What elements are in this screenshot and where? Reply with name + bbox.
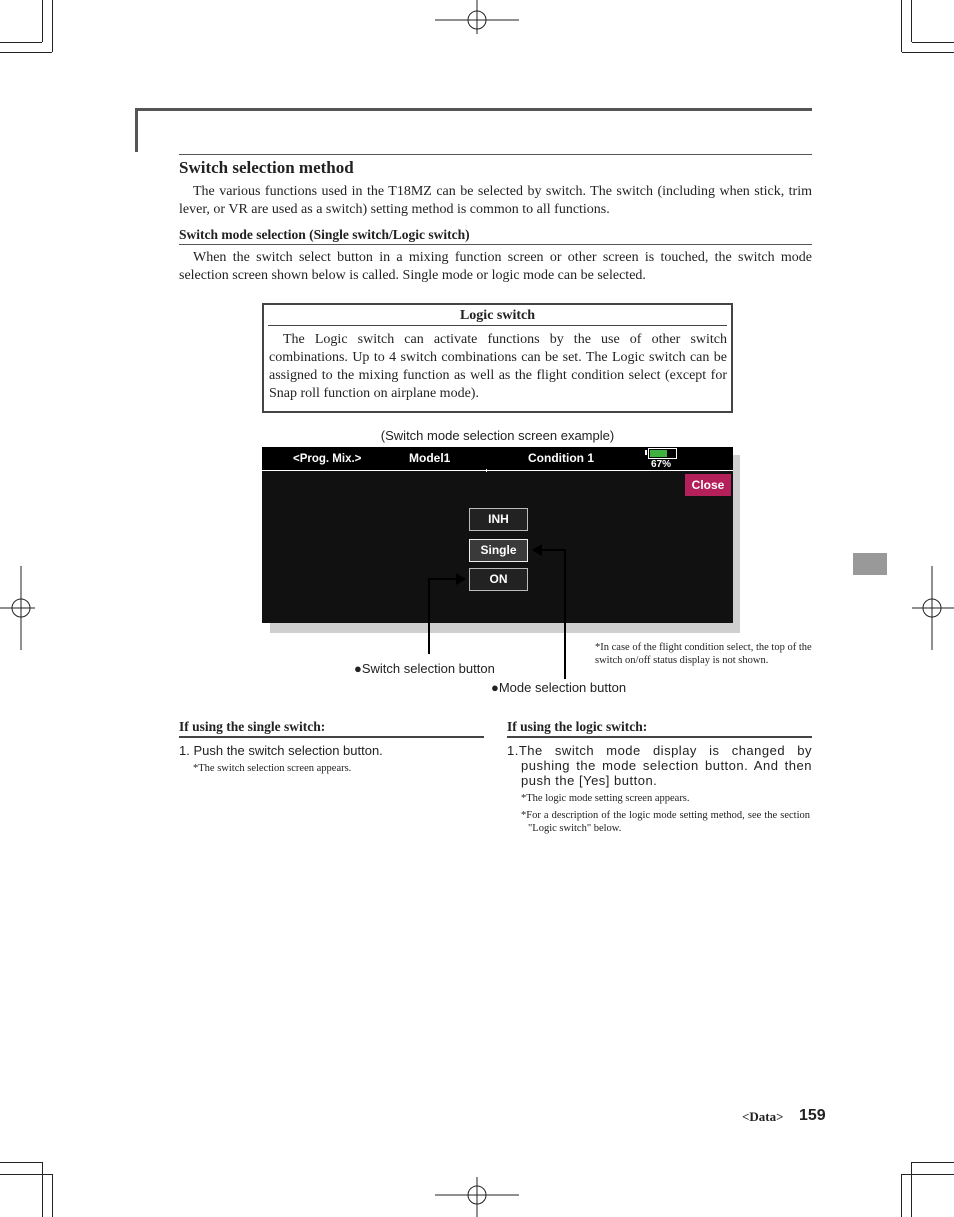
logic-switch-step: 1.The switch mode display is changed by pushing the mode selection button. And then push the [Yes] button. bbox=[507, 743, 812, 788]
model-name: Model1 bbox=[409, 451, 451, 465]
subheading: Switch mode selection (Single switch/Logic switch) bbox=[179, 227, 812, 245]
switch-selection-button[interactable]: ON bbox=[469, 568, 528, 591]
single-switch-heading: If using the single switch: bbox=[179, 719, 484, 738]
logic-switch-heading: If using the logic switch: bbox=[507, 719, 812, 738]
bar-tick bbox=[486, 469, 487, 472]
switch-selection-label: ●Switch selection button bbox=[354, 661, 495, 676]
battery-fill bbox=[650, 450, 667, 457]
condition-name: Condition 1 bbox=[528, 451, 594, 465]
logic-switch-note-1: *The logic mode setting screen appears. bbox=[521, 793, 690, 804]
header-rule bbox=[135, 108, 812, 111]
single-switch-note: *The switch selection screen appears. bbox=[193, 763, 352, 774]
single-switch-step: 1. Push the switch selection button. bbox=[179, 743, 383, 758]
battery-tip bbox=[645, 450, 647, 455]
figure-caption: (Switch mode selection screen example) bbox=[380, 428, 615, 443]
inh-button[interactable]: INH bbox=[469, 508, 528, 531]
footer-section: <Data> bbox=[742, 1109, 784, 1124]
battery-percent: 67% bbox=[651, 459, 672, 470]
close-button[interactable]: Close bbox=[685, 474, 731, 496]
section-title: Switch selection method bbox=[179, 154, 812, 178]
header-rule-left bbox=[135, 108, 138, 152]
transmitter-screen bbox=[262, 447, 733, 623]
chapter-tab bbox=[853, 553, 887, 575]
arrow-head-icon bbox=[456, 573, 466, 585]
mode-selection-button[interactable]: Single bbox=[469, 539, 528, 562]
page-number: 159 bbox=[799, 1107, 826, 1124]
battery-icon bbox=[648, 448, 677, 459]
logic-switch-note-box bbox=[262, 303, 733, 413]
logic-switch-note-2: *For a description of the logic mode setting method, see the section "Logic switch" below. bbox=[521, 810, 810, 834]
figure-footnote: *In case of the flight condition select, the top of the switch on/off status display is not shown. bbox=[595, 642, 812, 666]
function-title: <Prog. Mix.> bbox=[293, 453, 362, 465]
sub-paragraph: When the switch select button in a mixing function screen or other screen is touched, the switch mode selection screen shown below is called. Single mode or logic mode can be selected. bbox=[179, 250, 812, 283]
note-box-title: Logic switch bbox=[268, 308, 727, 326]
mode-selection-label: ●Mode selection button bbox=[491, 680, 627, 695]
intro-paragraph: The various functions used in the T18MZ can be selected by switch. The switch (including when stick, trim lever, or VR are used as a switch) setting method is common to all functions. bbox=[179, 184, 812, 217]
note-box-text: The Logic switch can activate functions by the use of other switch combinations. Up to 4 switch combinations can be set. The Logic switch can be assigned to the mixing function as well as the flight condition select (except for Snap roll function on airplane mode). bbox=[269, 332, 727, 401]
screen-top-bar bbox=[262, 447, 733, 471]
arrow-head-icon bbox=[532, 544, 542, 556]
